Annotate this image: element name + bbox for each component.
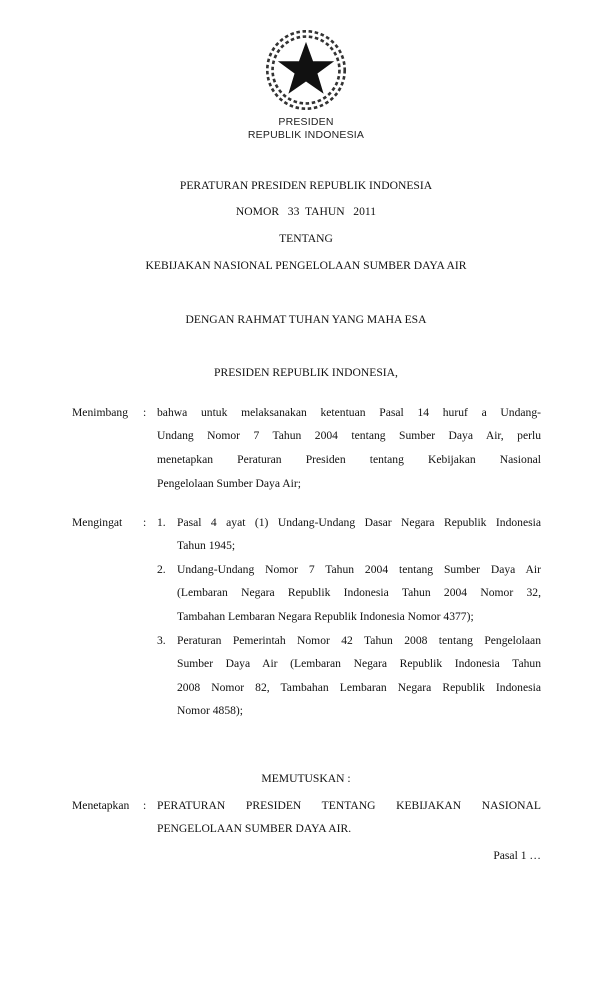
next-page-indicator: Pasal 1 …	[493, 849, 541, 862]
item-number: 2.	[157, 563, 166, 576]
mengingat-line: Tambahan Lembaran Negara Republik Indonesia Nomor 4377);	[177, 610, 474, 623]
menimbang-line: Undang Nomor 7 Tahun 2004 tentang Sumber Daya Air, perlu	[157, 429, 541, 442]
tentang-heading: TENTANG	[279, 232, 333, 245]
seal-title: PRESIDEN	[278, 116, 334, 128]
regulation-number: NOMOR 33 TAHUN 2011	[235, 205, 377, 218]
regulation-subject: KEBIJAKAN NASIONAL PENGELOLAAN SUMBER DAYA AIR	[145, 259, 467, 272]
menimbang-label: Menimbang	[72, 406, 129, 419]
mengingat-label: Mengingat	[72, 516, 123, 529]
mengingat-line: Nomor 4858);	[177, 704, 244, 717]
item-number: 3.	[157, 634, 166, 647]
mengingat-line: Peraturan Pemerintah Nomor 42 Tahun 2008 tentang Pengelolaan	[177, 634, 541, 647]
mengingat-line: 2008 Nomor 82, Tambahan Lembaran Negara Republik Indonesia	[177, 681, 541, 694]
colon: :	[143, 406, 147, 419]
menimbang-line: bahwa untuk melaksanakan ketentuan Pasal 14 huruf a Undang-	[157, 406, 541, 419]
colon: :	[143, 799, 147, 812]
menetapkan-line: PERATURAN PRESIDEN TENTANG KEBIJAKAN NASIONAL	[157, 799, 541, 812]
preamble: DENGAN RAHMAT TUHAN YANG MAHA ESA	[185, 313, 427, 326]
menetapkan-label: Menetapkan	[72, 799, 130, 812]
mengingat-line: Pasal 4 ayat (1) Undang-Undang Dasar Negara Republik Indonesia	[177, 516, 541, 529]
regulation-title: PERATURAN PRESIDEN REPUBLIK INDONESIA	[179, 179, 433, 192]
presidential-seal-icon	[262, 26, 350, 114]
colon: :	[143, 516, 147, 529]
mengingat-line: (Lembaran Negara Republik Indonesia Tahun 2004 Nomor 32,	[177, 586, 541, 599]
item-number: 1.	[157, 516, 166, 529]
menetapkan-line: PENGELOLAAN SUMBER DAYA AIR.	[157, 822, 352, 835]
mengingat-line: Undang-Undang Nomor 7 Tahun 2004 tentang Sumber Daya Air	[177, 563, 541, 576]
mengingat-line: Sumber Daya Air (Lembaran Negara Republik Indonesia Tahun	[177, 657, 541, 670]
seal-subtitle: REPUBLIK INDONESIA	[247, 129, 365, 141]
menimbang-line: Pengelolaan Sumber Daya Air;	[157, 477, 301, 490]
mengingat-line: Tahun 1945;	[177, 539, 236, 552]
menimbang-line: menetapkan Peraturan Presiden tentang Kebijakan Nasional	[157, 453, 541, 466]
issuer: PRESIDEN REPUBLIK INDONESIA,	[214, 366, 398, 379]
memutuskan-heading: MEMUTUSKAN :	[261, 772, 351, 785]
